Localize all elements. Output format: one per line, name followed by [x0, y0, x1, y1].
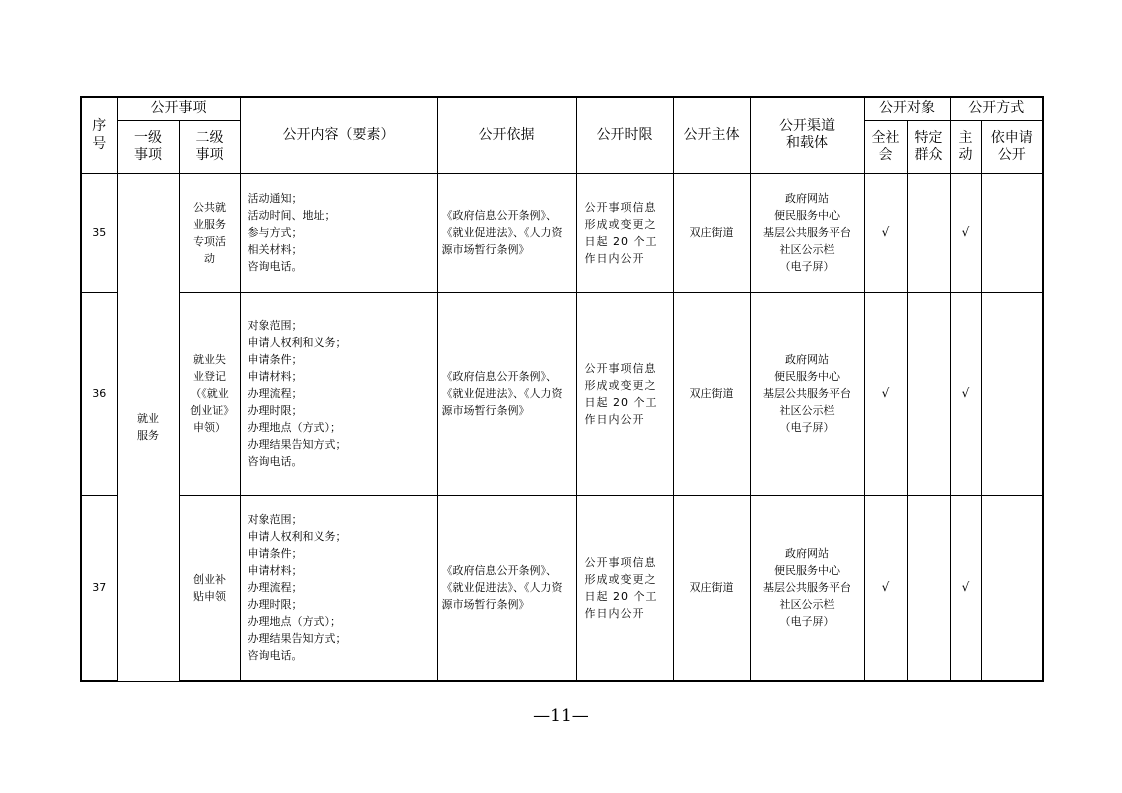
header-period: 公开时限	[576, 97, 673, 173]
disclosure-table	[80, 96, 1044, 682]
method-active-check: √	[950, 292, 981, 495]
header-method: 公开方式	[950, 97, 1043, 120]
row-seq: 37	[81, 495, 117, 681]
target-specific-check	[907, 495, 950, 681]
method-active-check: √	[950, 495, 981, 681]
header-level2: 二级事项	[179, 120, 240, 173]
header-basis: 公开依据	[437, 97, 576, 173]
header-matters: 公开事项	[117, 97, 240, 120]
period-text: 公开事项信息形成或变更之日起 20 个工作日内公开	[576, 173, 673, 292]
method-request-check	[981, 173, 1043, 292]
channel-list: 政府网站 便民服务中心 基层公共服务平台 社区公示栏 （电子屏）	[750, 495, 864, 681]
target-all-check: √	[864, 495, 907, 681]
basis-text: 《政府信息公开条例》、《就业促进法》、《人力资源市场暂行条例》	[437, 292, 576, 495]
content-list: 活动通知； 活动时间、地址； 参与方式； 相关材料； 咨询电话。	[240, 173, 437, 292]
header-target-specific: 特定群众	[907, 120, 950, 173]
period-text: 公开事项信息形成或变更之日起 20 个工作日内公开	[576, 495, 673, 681]
channel-list: 政府网站 便民服务中心 基层公共服务平台 社区公示栏 （电子屏）	[750, 292, 864, 495]
subject-text: 双庄街道	[673, 292, 750, 495]
table-row	[81, 173, 1043, 292]
target-all-check: √	[864, 173, 907, 292]
row-seq: 36	[81, 292, 117, 495]
content-list: 对象范围； 申请人权利和义务； 申请条件； 申请材料； 办理流程； 办理时限； 办理地点（方式）； 办理结果告知方式； 咨询电话。	[240, 292, 437, 495]
header-target: 公开对象	[864, 97, 950, 120]
level2-item: 公共就业服务专项活动	[179, 173, 240, 292]
header-seq: 序号	[81, 97, 117, 173]
target-all-check: √	[864, 292, 907, 495]
target-specific-check	[907, 173, 950, 292]
target-specific-check	[907, 292, 950, 495]
subject-text: 双庄街道	[673, 173, 750, 292]
header-row-1	[81, 97, 1043, 120]
table-row	[81, 495, 1043, 681]
method-active-check: √	[950, 173, 981, 292]
level2-item: 就业失业登记（《就业创业证》申领）	[179, 292, 240, 495]
header-method-request: 依申请公开	[981, 120, 1043, 173]
row-seq: 35	[81, 173, 117, 292]
period-text: 公开事项信息形成或变更之日起 20 个工作日内公开	[576, 292, 673, 495]
method-request-check	[981, 495, 1043, 681]
header-method-active: 主动	[950, 120, 981, 173]
page-number: —11—	[533, 706, 589, 726]
level1-item: 就业服务	[117, 173, 179, 681]
channel-list: 政府网站 便民服务中心 基层公共服务平台 社区公示栏 （电子屏）	[750, 173, 864, 292]
header-target-all: 全社会	[864, 120, 907, 173]
header-channel: 公开渠道和载体	[750, 97, 864, 173]
level2-item: 创业补贴申领	[179, 495, 240, 681]
subject-text: 双庄街道	[673, 495, 750, 681]
table-row	[81, 292, 1043, 495]
basis-text: 《政府信息公开条例》、《就业促进法》、《人力资源市场暂行条例》	[437, 173, 576, 292]
header-level1: 一级事项	[117, 120, 179, 173]
basis-text: 《政府信息公开条例》、《就业促进法》、《人力资源市场暂行条例》	[437, 495, 576, 681]
content-list: 对象范围； 申请人权利和义务； 申请条件； 申请材料； 办理流程； 办理时限； 办理地点（方式）； 办理结果告知方式； 咨询电话。	[240, 495, 437, 681]
header-content: 公开内容（要素）	[240, 97, 437, 173]
method-request-check	[981, 292, 1043, 495]
header-subject: 公开主体	[673, 97, 750, 173]
